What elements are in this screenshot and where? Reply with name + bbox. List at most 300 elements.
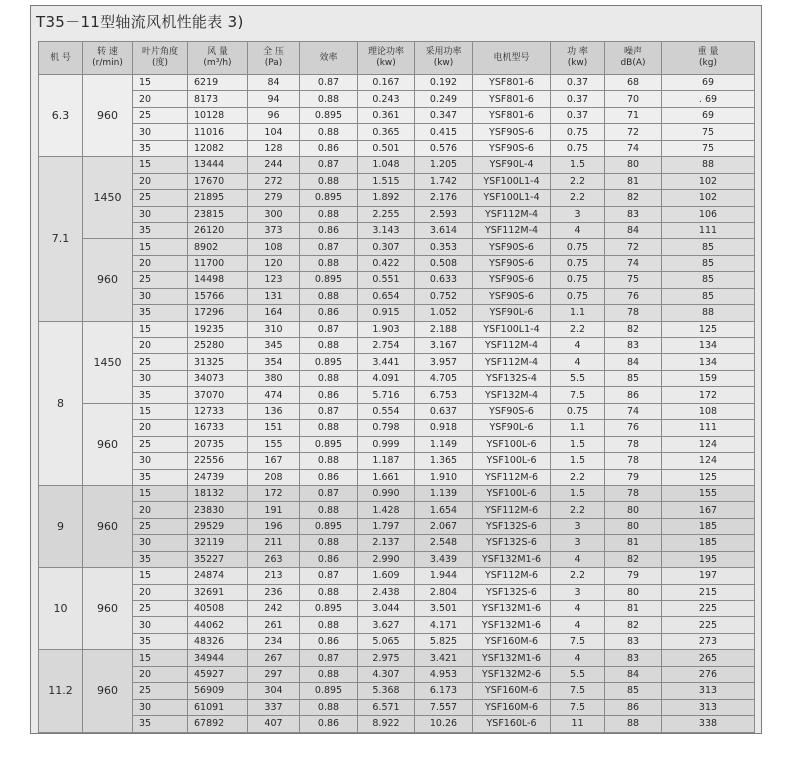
table-row <box>39 551 755 567</box>
table-row <box>39 420 755 436</box>
air-volume-cell: 34073 <box>188 370 248 386</box>
blade-angle-cell: 30 <box>133 453 188 469</box>
theoretical-power-cell: 2.137 <box>358 535 415 551</box>
blade-angle-cell: 25 <box>133 272 188 288</box>
air-volume-cell: 14498 <box>188 272 248 288</box>
noise-cell: 76 <box>605 288 662 304</box>
motor-power-cell: 3 <box>551 206 605 222</box>
efficiency-cell: 0.88 <box>300 502 358 518</box>
theoretical-power-cell: 1.515 <box>358 173 415 189</box>
air-volume-cell: 45927 <box>188 666 248 682</box>
weight-cell: 125 <box>662 469 755 485</box>
speed-cell: 960 <box>83 485 133 567</box>
motor-power-cell: 4 <box>551 222 605 238</box>
table-row <box>39 584 755 600</box>
noise-cell: 80 <box>605 518 662 534</box>
motor-model-cell: YSF112M-4 <box>473 354 551 370</box>
motor-power-cell: 2.2 <box>551 502 605 518</box>
speed-cell: 960 <box>83 403 133 485</box>
adopted-power-cell: 0.752 <box>415 288 473 304</box>
noise-cell: 82 <box>605 190 662 206</box>
efficiency-cell: 0.88 <box>300 699 358 715</box>
efficiency-cell: 0.88 <box>300 91 358 107</box>
adopted-power-cell: 1.052 <box>415 305 473 321</box>
motor-power-cell: 1.1 <box>551 420 605 436</box>
adopted-power-cell: 2.804 <box>415 584 473 600</box>
header-air-volume <box>188 42 248 75</box>
header-label: 功 率 <box>567 47 588 57</box>
motor-model-cell: YSF112M-6 <box>473 502 551 518</box>
efficiency-cell: 0.895 <box>300 272 358 288</box>
header-unit: (m³/h) <box>203 58 232 68</box>
air-volume-cell: 12733 <box>188 403 248 419</box>
motor-model-cell: YSF100L-6 <box>473 485 551 501</box>
total-pressure-cell: 310 <box>248 321 300 337</box>
header-label: 理论功率 <box>367 47 404 57</box>
blade-angle-cell: 15 <box>133 650 188 666</box>
table-header-row <box>39 42 755 75</box>
theoretical-power-cell: 0.422 <box>358 255 415 271</box>
adopted-power-cell: 3.614 <box>415 222 473 238</box>
efficiency-cell: 0.88 <box>300 535 358 551</box>
air-volume-cell: 11700 <box>188 255 248 271</box>
motor-model-cell: YSF801-6 <box>473 91 551 107</box>
air-volume-cell: 32691 <box>188 584 248 600</box>
efficiency-cell: 0.86 <box>300 716 358 732</box>
noise-cell: 84 <box>605 222 662 238</box>
header-efficiency <box>300 42 358 75</box>
efficiency-cell: 0.86 <box>300 222 358 238</box>
air-volume-cell: 67892 <box>188 716 248 732</box>
weight-cell: 75 <box>662 140 755 156</box>
blade-angle-cell: 15 <box>133 75 188 91</box>
motor-power-cell: 4 <box>551 354 605 370</box>
header-label: 采用功率 <box>425 47 462 57</box>
noise-cell: 80 <box>605 502 662 518</box>
table-row <box>39 568 755 584</box>
weight-cell: 69 <box>662 107 755 123</box>
model-cell: 11.2 <box>39 650 83 732</box>
theoretical-power-cell: 0.999 <box>358 436 415 452</box>
blade-angle-cell: 30 <box>133 617 188 633</box>
noise-cell: 78 <box>605 453 662 469</box>
motor-power-cell: 1.5 <box>551 157 605 173</box>
efficiency-cell: 0.88 <box>300 666 358 682</box>
blade-angle-cell: 20 <box>133 420 188 436</box>
efficiency-cell: 0.87 <box>300 568 358 584</box>
total-pressure-cell: 300 <box>248 206 300 222</box>
efficiency-cell: 0.87 <box>300 321 358 337</box>
weight-cell: 185 <box>662 535 755 551</box>
motor-power-cell: 4 <box>551 338 605 354</box>
motor-power-cell: 0.75 <box>551 272 605 288</box>
adopted-power-cell: 1.149 <box>415 436 473 452</box>
adopted-power-cell: 0.415 <box>415 124 473 140</box>
blade-angle-cell: 35 <box>133 551 188 567</box>
table-row <box>39 107 755 123</box>
noise-cell: 88 <box>605 716 662 732</box>
weight-cell: 88 <box>662 157 755 173</box>
header-label: 重 量 <box>697 47 719 57</box>
theoretical-power-cell: 2.754 <box>358 338 415 354</box>
motor-model-cell: YSF90L-6 <box>473 305 551 321</box>
efficiency-cell: 0.895 <box>300 436 358 452</box>
efficiency-cell: 0.895 <box>300 107 358 123</box>
efficiency-cell: 0.86 <box>300 387 358 403</box>
adopted-power-cell: 1.910 <box>415 469 473 485</box>
noise-cell: 72 <box>605 239 662 255</box>
theoretical-power-cell: 0.167 <box>358 75 415 91</box>
adopted-power-cell: 3.501 <box>415 601 473 617</box>
weight-cell: 159 <box>662 370 755 386</box>
air-volume-cell: 11016 <box>188 124 248 140</box>
noise-cell: 81 <box>605 601 662 617</box>
theoretical-power-cell: 0.654 <box>358 288 415 304</box>
weight-cell: 88 <box>662 305 755 321</box>
total-pressure-cell: 242 <box>248 601 300 617</box>
header-total-pressure <box>248 42 300 75</box>
noise-cell: 74 <box>605 140 662 156</box>
table-row <box>39 157 755 173</box>
theoretical-power-cell: 0.915 <box>358 305 415 321</box>
header-motor-model <box>473 42 551 75</box>
efficiency-cell: 0.88 <box>300 617 358 633</box>
total-pressure-cell: 297 <box>248 666 300 682</box>
motor-model-cell: YSF90S-6 <box>473 239 551 255</box>
motor-model-cell: YSF90S-6 <box>473 288 551 304</box>
weight-cell: 155 <box>662 485 755 501</box>
table-row <box>39 403 755 419</box>
table-row <box>39 666 755 682</box>
blade-angle-cell: 30 <box>133 288 188 304</box>
motor-power-cell: 7.5 <box>551 387 605 403</box>
total-pressure-cell: 234 <box>248 633 300 649</box>
motor-power-cell: 3 <box>551 518 605 534</box>
weight-cell: 106 <box>662 206 755 222</box>
blade-angle-cell: 15 <box>133 568 188 584</box>
motor-power-cell: 4 <box>551 601 605 617</box>
motor-power-cell: 0.75 <box>551 124 605 140</box>
blade-angle-cell: 20 <box>133 338 188 354</box>
table-row <box>39 617 755 633</box>
header-unit: (度) <box>151 58 169 68</box>
efficiency-cell: 0.86 <box>300 469 358 485</box>
air-volume-cell: 8173 <box>188 91 248 107</box>
motor-model-cell: YSF160M-6 <box>473 699 551 715</box>
blade-angle-cell: 35 <box>133 469 188 485</box>
efficiency-cell: 0.86 <box>300 140 358 156</box>
adopted-power-cell: 0.633 <box>415 272 473 288</box>
table-row <box>39 321 755 337</box>
weight-cell: 124 <box>662 453 755 469</box>
total-pressure-cell: 128 <box>248 140 300 156</box>
air-volume-cell: 23815 <box>188 206 248 222</box>
table-row <box>39 222 755 238</box>
theoretical-power-cell: 0.554 <box>358 403 415 419</box>
adopted-power-cell: 0.347 <box>415 107 473 123</box>
theoretical-power-cell: 2.438 <box>358 584 415 600</box>
motor-power-cell: 4 <box>551 617 605 633</box>
model-cell: 7.1 <box>39 157 83 321</box>
header-unit: (r/min) <box>92 58 123 68</box>
efficiency-cell: 0.895 <box>300 354 358 370</box>
noise-cell: 83 <box>605 650 662 666</box>
header-label: 风 量 <box>207 47 228 57</box>
motor-power-cell: 2.2 <box>551 190 605 206</box>
weight-cell: 276 <box>662 666 755 682</box>
adopted-power-cell: 1.654 <box>415 502 473 518</box>
motor-power-cell: 2.2 <box>551 568 605 584</box>
adopted-power-cell: 2.188 <box>415 321 473 337</box>
motor-model-cell: YSF100L-6 <box>473 436 551 452</box>
air-volume-cell: 12082 <box>188 140 248 156</box>
blade-angle-cell: 25 <box>133 190 188 206</box>
weight-cell: 197 <box>662 568 755 584</box>
table-row <box>39 190 755 206</box>
theoretical-power-cell: 3.627 <box>358 617 415 633</box>
weight-cell: 108 <box>662 403 755 419</box>
air-volume-cell: 35227 <box>188 551 248 567</box>
weight-cell: 215 <box>662 584 755 600</box>
weight-cell: 69 <box>662 75 755 91</box>
total-pressure-cell: 164 <box>248 305 300 321</box>
air-volume-cell: 16733 <box>188 420 248 436</box>
weight-cell: 134 <box>662 338 755 354</box>
adopted-power-cell: 2.067 <box>415 518 473 534</box>
motor-power-cell: 0.75 <box>551 140 605 156</box>
air-volume-cell: 61091 <box>188 699 248 715</box>
table-row <box>39 535 755 551</box>
air-volume-cell: 32119 <box>188 535 248 551</box>
total-pressure-cell: 136 <box>248 403 300 419</box>
total-pressure-cell: 208 <box>248 469 300 485</box>
motor-model-cell: YSF801-6 <box>473 75 551 91</box>
air-volume-cell: 6219 <box>188 75 248 91</box>
noise-cell: 76 <box>605 420 662 436</box>
header-unit: (kw) <box>433 58 454 68</box>
noise-cell: 82 <box>605 551 662 567</box>
adopted-power-cell: 4.705 <box>415 370 473 386</box>
blade-angle-cell: 25 <box>133 601 188 617</box>
header-label: 叶片角度 <box>141 47 178 57</box>
noise-cell: 80 <box>605 584 662 600</box>
theoretical-power-cell: 1.428 <box>358 502 415 518</box>
header-unit: dB(A) <box>620 58 646 68</box>
motor-model-cell: YSF132M2-6 <box>473 666 551 682</box>
motor-model-cell: YSF160M-6 <box>473 683 551 699</box>
air-volume-cell: 26120 <box>188 222 248 238</box>
adopted-power-cell: 10.26 <box>415 716 473 732</box>
motor-model-cell: YSF100L-6 <box>473 453 551 469</box>
efficiency-cell: 0.88 <box>300 288 358 304</box>
table-row <box>39 206 755 222</box>
air-volume-cell: 8902 <box>188 239 248 255</box>
theoretical-power-cell: 0.365 <box>358 124 415 140</box>
motor-model-cell: YSF100L1-4 <box>473 190 551 206</box>
header-theoretical-power <box>358 42 415 75</box>
adopted-power-cell: 0.508 <box>415 255 473 271</box>
table-row <box>39 502 755 518</box>
efficiency-cell: 0.87 <box>300 75 358 91</box>
model-cell: 9 <box>39 485 83 567</box>
motor-model-cell: YSF132S-6 <box>473 535 551 551</box>
blade-angle-cell: 30 <box>133 370 188 386</box>
total-pressure-cell: 267 <box>248 650 300 666</box>
air-volume-cell: 44062 <box>188 617 248 633</box>
efficiency-cell: 0.895 <box>300 190 358 206</box>
noise-cell: 84 <box>605 354 662 370</box>
theoretical-power-cell: 0.990 <box>358 485 415 501</box>
motor-model-cell: YSF132S-6 <box>473 584 551 600</box>
total-pressure-cell: 94 <box>248 91 300 107</box>
header-unit: (kg) <box>699 58 717 68</box>
efficiency-cell: 0.86 <box>300 551 358 567</box>
noise-cell: 71 <box>605 107 662 123</box>
theoretical-power-cell: 2.975 <box>358 650 415 666</box>
theoretical-power-cell: 2.255 <box>358 206 415 222</box>
blade-angle-cell: 20 <box>133 173 188 189</box>
table-row <box>39 305 755 321</box>
speed-cell: 960 <box>83 568 133 650</box>
motor-power-cell: 0.75 <box>551 255 605 271</box>
table-row <box>39 173 755 189</box>
blade-angle-cell: 35 <box>133 222 188 238</box>
adopted-power-cell: 3.167 <box>415 338 473 354</box>
weight-cell: 195 <box>662 551 755 567</box>
weight-cell: 225 <box>662 617 755 633</box>
table-row <box>39 354 755 370</box>
blade-angle-cell: 20 <box>133 91 188 107</box>
theoretical-power-cell: 5.065 <box>358 633 415 649</box>
blade-angle-cell: 30 <box>133 535 188 551</box>
total-pressure-cell: 108 <box>248 239 300 255</box>
total-pressure-cell: 354 <box>248 354 300 370</box>
header-model <box>39 42 83 75</box>
table-row <box>39 288 755 304</box>
header-speed <box>83 42 133 75</box>
theoretical-power-cell: 1.797 <box>358 518 415 534</box>
air-volume-cell: 34944 <box>188 650 248 666</box>
table-row <box>39 601 755 617</box>
noise-cell: 83 <box>605 338 662 354</box>
theoretical-power-cell: 1.187 <box>358 453 415 469</box>
motor-power-cell: 2.2 <box>551 321 605 337</box>
header-label: 转 速 <box>97 47 118 57</box>
total-pressure-cell: 131 <box>248 288 300 304</box>
motor-power-cell: 0.37 <box>551 107 605 123</box>
noise-cell: 81 <box>605 535 662 551</box>
adopted-power-cell: 1.742 <box>415 173 473 189</box>
adopted-power-cell: 0.192 <box>415 75 473 91</box>
weight-cell: 85 <box>662 239 755 255</box>
motor-power-cell: 2.2 <box>551 469 605 485</box>
noise-cell: 80 <box>605 157 662 173</box>
theoretical-power-cell: 3.143 <box>358 222 415 238</box>
theoretical-power-cell: 1.048 <box>358 157 415 173</box>
noise-cell: 86 <box>605 387 662 403</box>
model-cell: 8 <box>39 321 83 485</box>
theoretical-power-cell: 0.243 <box>358 91 415 107</box>
weight-cell: 111 <box>662 222 755 238</box>
noise-cell: 74 <box>605 255 662 271</box>
theoretical-power-cell: 2.990 <box>358 551 415 567</box>
blade-angle-cell: 35 <box>133 716 188 732</box>
motor-power-cell: 1.5 <box>551 453 605 469</box>
theoretical-power-cell: 6.571 <box>358 699 415 715</box>
theoretical-power-cell: 0.307 <box>358 239 415 255</box>
efficiency-cell: 0.87 <box>300 403 358 419</box>
adopted-power-cell: 2.548 <box>415 535 473 551</box>
weight-cell: 102 <box>662 190 755 206</box>
adopted-power-cell: 0.576 <box>415 140 473 156</box>
header-noise <box>605 42 662 75</box>
adopted-power-cell: 6.753 <box>415 387 473 403</box>
weight-cell: 185 <box>662 518 755 534</box>
theoretical-power-cell: 1.892 <box>358 190 415 206</box>
total-pressure-cell: 84 <box>248 75 300 91</box>
efficiency-cell: 0.895 <box>300 683 358 699</box>
weight-cell: 75 <box>662 124 755 140</box>
table-row <box>39 650 755 666</box>
blade-angle-cell: 25 <box>133 107 188 123</box>
blade-angle-cell: 30 <box>133 206 188 222</box>
theoretical-power-cell: 0.361 <box>358 107 415 123</box>
adopted-power-cell: 2.593 <box>415 206 473 222</box>
motor-model-cell: YSF801-6 <box>473 107 551 123</box>
header-adopted-power <box>415 42 473 75</box>
motor-model-cell: YSF90S-6 <box>473 140 551 156</box>
motor-model-cell: YSF132M1-6 <box>473 601 551 617</box>
motor-model-cell: YSF132M-4 <box>473 387 551 403</box>
weight-cell: 265 <box>662 650 755 666</box>
performance-sheet <box>30 5 762 734</box>
total-pressure-cell: 104 <box>248 124 300 140</box>
header-label: 机 号 <box>50 52 71 63</box>
motor-model-cell: YSF90S-6 <box>473 272 551 288</box>
header-weight <box>662 42 755 75</box>
blade-angle-cell: 20 <box>133 502 188 518</box>
noise-cell: 78 <box>605 436 662 452</box>
theoretical-power-cell: 5.716 <box>358 387 415 403</box>
adopted-power-cell: 4.953 <box>415 666 473 682</box>
theoretical-power-cell: 1.661 <box>358 469 415 485</box>
total-pressure-cell: 337 <box>248 699 300 715</box>
air-volume-cell: 19235 <box>188 321 248 337</box>
weight-cell: 85 <box>662 255 755 271</box>
noise-cell: 83 <box>605 206 662 222</box>
adopted-power-cell: 1.205 <box>415 157 473 173</box>
blade-angle-cell: 15 <box>133 239 188 255</box>
air-volume-cell: 48326 <box>188 633 248 649</box>
noise-cell: 68 <box>605 75 662 91</box>
model-cell: 6.3 <box>39 75 83 157</box>
air-volume-cell: 40508 <box>188 601 248 617</box>
air-volume-cell: 20735 <box>188 436 248 452</box>
motor-power-cell: 4 <box>551 551 605 567</box>
blade-angle-cell: 35 <box>133 633 188 649</box>
efficiency-cell: 0.87 <box>300 239 358 255</box>
motor-power-cell: 3 <box>551 535 605 551</box>
weight-cell: 85 <box>662 288 755 304</box>
motor-model-cell: YSF132S-4 <box>473 370 551 386</box>
weight-cell: 102 <box>662 173 755 189</box>
noise-cell: 70 <box>605 91 662 107</box>
header-unit: (kw) <box>376 58 396 68</box>
model-cell: 10 <box>39 568 83 650</box>
adopted-power-cell: 1.365 <box>415 453 473 469</box>
adopted-power-cell: 7.557 <box>415 699 473 715</box>
efficiency-cell: 0.86 <box>300 305 358 321</box>
